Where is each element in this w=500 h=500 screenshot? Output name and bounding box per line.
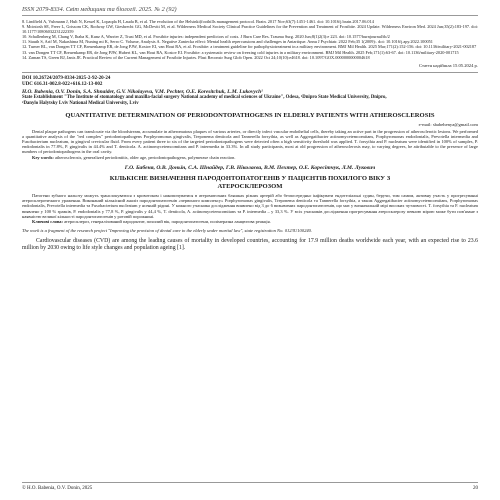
reference-item: 10. Schallenberg M, Chang V, Ibaba K, Kunz A, Warrier Z, Trust MD, et al. Frostbite injuries: independent predictors of costs. J Burn Care Res. Trauma Surg. 2020 Jun;8(1)2(3):e 223. doi: 10.1577/burnjournal/tb/2 bbox=[22, 34, 390, 40]
keywords-ua-line bbox=[22, 219, 478, 224]
introduction bbox=[22, 238, 478, 252]
page-footer bbox=[22, 482, 478, 494]
reference-item: 12. Turner RL, van Dongen TT CF, Breuenkamp ER, de Jong PJW, Kostov EI, van Hout RA, et al. Frostbite: a treatment guideline for pathophysiotreatment in a military environment. BMJ Mil Health. 2025 Mar;171(2):152-156. doi: 10.1136/military-2021-002187 bbox=[22, 44, 477, 50]
keywords-ua-label: Ключові слова: bbox=[32, 218, 63, 224]
reference-item: 9. Mcintosh SE, Freer L, Grissom CK, Rodway GW, Giesbrecht GG, McDevitt M, et al. Wilderness Medical Society Clinical Practice Guidelines for the Prevention and Treatment of Frostbite. 2024 Update. Wilderness Environ Med. 2024 Jun;35(2):183-197. doi: 10.1177/10806032231222359 bbox=[22, 24, 478, 35]
reference-item: 11. Stauth S, Arif M, Nakashima M, Nuning mi K, Serro C. Volume, Analysis A. Negative Zaniecka effect: Mental health repercussions and challenges in Antartique. Annu J Psychiatr. 2022 Feb;35 1(2009):. doi: 10.1016/j.apy.2022.100051 bbox=[22, 39, 433, 45]
section-divider bbox=[22, 72, 478, 73]
keywords-ua: атеросклероз, генералізований пародонтит, похилий вік, пародонтопатогени, полімеразна ланцюгова реакція. bbox=[64, 218, 271, 224]
footer-rule bbox=[22, 482, 478, 483]
affiliation-2: ²Danylo Halytsky Lviv National Medical University, Lviv bbox=[22, 100, 139, 106]
reference-item: 8. Lindfield A, Vuhmann J, Hult N, Kessel K, Lopaqda H, Lauda B, et al. The evolution of the Helsinki(foothills management protocol. Brain. 2017 Nov;63(7):1451-1461. doi: 10.1016/j.brain.2017.06.014 bbox=[22, 19, 374, 24]
funding-note: The work is a fragment of the research project "Improving the provision of dental care to the elderly under martial law", state registration No. 0123U100240. bbox=[22, 228, 313, 234]
reference-item: 14. Zaman TS, Green RJ, Janis JE. Practical Review of the Current Management of Frostbite Injuries. Plast Reconstr Surg Glob Open. 2022 Oct 24;10(10):e4618. doi: 10.1097/GOX.0000000000004618 bbox=[22, 54, 370, 60]
udc-line: UDC 616.31-002.8-022+616.12-13-002 bbox=[22, 81, 103, 87]
journal-header: ISSN 2079-8334. Світ медицини та біології. 2025. № 2 (92) bbox=[22, 6, 478, 16]
abstract-en-text: Dental plaque pathogens can translocate via the bloodstream, accumulate in atheromatous plaques of various arteries, or directly infect vascular endothelial cells, thereby taking an active part in the progression of atherosclerotic lesions. We performed a quantitative analysis of the "red complex" periodontopathogens Porphyromonas gingivalis, Treponema denticola and Tannerella forsythia, as well as Aggregatibacter actinomycetemcomitans, Porphyromonas endodontalis, Prevotella intermedia and Fusobacterium nucleatum, in gingival crevicular fluid. From every patient three to six of the targeted periodontopathogens were detected often a high sensitivity threshold was applied. T. forsythia and P. nucleatum were identified in 100% of samples, P. endodontalis in 77.8%, P. gingivalis in 44.4% and T. denticola. A. actinomycetemcomitans and P. intermedia in 33.3%. In all study participants, most at old progression of atherosclerosis may, to varying degrees, be attributable to the presence of large numbers of periodontopathogens in the oral cavity. bbox=[22, 128, 478, 155]
received-date: Стаття надійшла 15.05.2024 р. bbox=[418, 62, 478, 68]
article-title-en: QUANTITATIVE DETERMINATION OF PERIODONTOPATHOGENS IN ELDERLY PATIENTS WITH ATHEROSCLEROSIS bbox=[65, 111, 435, 119]
references-list bbox=[22, 19, 478, 60]
keywords-en: atherosclerosis, generalized periodontitis, older age, periodontopathogens, polymerase chain reaction. bbox=[54, 154, 236, 160]
reference-item: 13. van Dongen TT CF, Breuenkamp ER, de Jong PJW, Hubert KL, van Hout RA, Kostov EI. Frostbite: a systematic review on freezing cold injuries in a military environment. BMJ Mil Health. 2025 Feb;171(1):63-67. doi: 10.1136/military-2020-001715 bbox=[22, 49, 459, 55]
abstract-ua bbox=[22, 193, 478, 224]
keywords-en-label: Key words: bbox=[32, 154, 54, 160]
contact-email: e-mail: sbabehenya@gmail.com bbox=[418, 121, 478, 127]
journal-page bbox=[22, 6, 478, 494]
doi-line: DOI 10.26724/2079-8334-2025-2-92-20-24 bbox=[22, 75, 111, 81]
intro-paragraph: Cardiovascular diseases (CVD) are among the leading causes of mortality in developed countries, accounting for 17.9 million deaths worldwide each year, with an expected rise to 23.6 million by 2030 owing to life style changes and population ageing [1]. bbox=[22, 237, 478, 251]
authors-ua: Г.О. Бабеня, О.В. Доньїн, С.А. Шнайдер, Г.В. Ніколаєва, В.М. Пехтер, О.Е. Коресітчук, Л.М. Лукович bbox=[124, 164, 376, 171]
page-number: 20 bbox=[473, 486, 478, 491]
abstract-en bbox=[22, 129, 478, 160]
affiliation-1: State Establishment "The Institute of stomatology and maxilla-facial surgery National academy of medical sciences of Ukraine", Odesa, ¹Dnipro State Medical University, Dnipro, bbox=[22, 95, 387, 101]
abstract-ua-text: Патогени зубного нальоту можуть транслокуватися з кровотоком і накопичуватися в атероматозних бляшках різних артерій або безпосередньо інфікувати ендотеліальні судин, беручи, тим самим, активну участь у прогресуванні атеросклеротичного ураження. Виконаний кількісний аналіз пародонтопатогенів «червоного комплексу» Porphyromonas gingivalis, Treponema denticola та Tannerella forsythia, а також Aggregatibacter actinomycetemcomitans, Porphyromonas endodontalis, Prevotella intermedia та Fusobacterium nucleatum у ясенній рідині. У кожного учасника дослідження виявлено від 3 до 6 визначених пародонтопатогенів, що має у визначальній мірі високих чутливості. T. forsythia та F. nucleatum виявлено у 100 % зразків, P. endodontalis у 77,8 %, P. gingivalis у 44,4 %, T. denticola, A. actinomycetemcomitans та P. intermedia – у 33,3 %. У всіх учасників дослідження прогресування атеросклерозу певною мірою може бути пов'язане з наявністю великої кількості пародонтопатогенів у ротовій порожнині. bbox=[22, 192, 478, 219]
article-title-ua: КІЛЬКІСНЕ ВИЗНАЧЕННЯ ПАРОДОНТОПАТОГЕНІВ У ПАЦІЄНТІВ ПОХИЛОГО ВІКУ З АТЕРОСКЛЕРОЗОМ bbox=[109, 175, 391, 191]
footer-copyright: © H.O. Babenia, O.V. Donin, 2025 bbox=[22, 486, 93, 491]
authors-en: H.O. Babenia, O.V. Donin, S.A. Shnaider, G.V. Nikolayeva, V.M. Pechter, O.E. Koresitchuk, L.M. Lukovych¹ bbox=[22, 88, 263, 95]
keywords-en-line bbox=[22, 155, 478, 160]
